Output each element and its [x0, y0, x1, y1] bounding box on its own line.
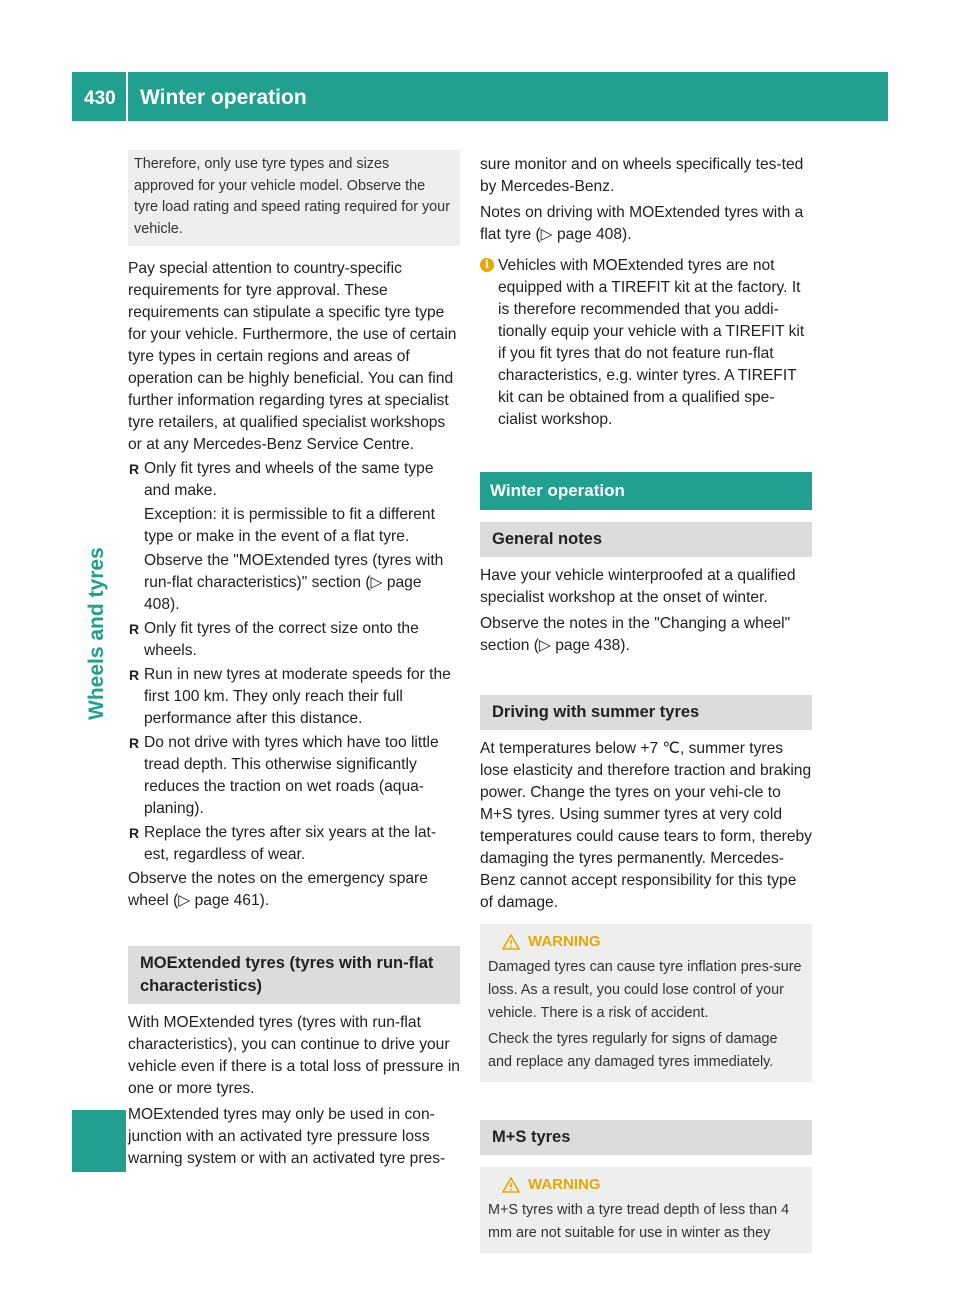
bullet-icon: R — [129, 461, 140, 477]
bullet-icon: R — [129, 735, 140, 751]
moextended-heading: MOExtended tyres (tyres with run-flat characteristics) — [128, 946, 460, 1004]
moextended-paragraph-1: With MOExtended tyres (tyres with run-flat characteristics), you can continue to drive your vehicle even if there is a total loss of pressure in one or more tyres. — [128, 1014, 460, 1097]
general-notes-paragraph-2: Observe the notes in the "Changing a wheel" section (▷ page 438). — [480, 615, 791, 654]
side-tab-block — [72, 1110, 126, 1172]
general-notes-heading: General notes — [480, 522, 812, 557]
warning-box-ms-tyres: WARNING M+S tyres with a tyre tread depth of less than 4 mm are not suitable for use in winter as they — [480, 1167, 812, 1253]
warning-box-damaged-tyres: WARNING Damaged tyres can cause tyre inflation pres-sure loss. As a result, you could lose control of your vehicle. There is a risk of accident. Check the tyres regularly for signs of damage and replace any damaged tyres immediately. — [480, 924, 812, 1082]
tyre-rules-list — [128, 458, 460, 866]
tyre-approval-paragraph: Pay special attention to country-specific requirements for tyre approval. These requirements can stipulate a specific tyre type for your vehicle. Furthermore, the use of certain tyre types in certain regions and areas of operation can be highly beneficial. You can find further information regarding tyres at specialist tyre retailers, at qualified specialist workshops or at any Mercedes-Benz Service Centre. — [128, 260, 457, 453]
continued-paragraph: sure monitor and on wheels specifically tes-ted by Mercedes-Benz. — [480, 156, 804, 195]
bullet-icon: R — [129, 825, 140, 841]
warning-triangle-icon — [502, 934, 520, 950]
warning-header: WARNING — [502, 930, 802, 953]
general-notes-paragraph-1: Have your vehicle winterproofed at a qualified specialist workshop at the onset of winter. — [480, 567, 796, 606]
intro-note-box: Therefore, only use tyre types and sizes approved for your vehicle model. Observe the tyre load rating and speed rating required for your vehicle. — [128, 150, 460, 246]
warning-header: WARNING — [502, 1173, 802, 1196]
summer-tyres-heading: Driving with summer tyres — [480, 695, 812, 730]
header-divider — [126, 72, 128, 121]
flat-tyre-notes-paragraph: Notes on driving with MOExtended tyres with a flat tyre (▷ page 408). — [480, 204, 804, 243]
left-column — [128, 154, 460, 1170]
ms-tyres-heading: M+S tyres — [480, 1120, 812, 1155]
page-title: Winter operation — [140, 86, 307, 109]
list-item: R Only fit tyres of the correct size onto the wheels. — [129, 620, 419, 659]
bullet-icon: R — [129, 667, 140, 683]
winter-operation-heading: Winter operation — [480, 472, 812, 510]
right-column — [480, 154, 812, 1253]
side-tab-label: Wheels and tyres — [85, 547, 108, 720]
info-note: i Vehicles with MOExtended tyres are not equipped with a TIREFIT kit at the factory. It is therefore recommended that you addi-tionally equip your vehicle with a TIREFIT kit if you fit tyres that do not feature run-flat characteristics, e.g. winter tyres. A TIREFIT kit can be obtained from a qualified spe-cialist workshop. — [480, 255, 812, 431]
moextended-paragraph-2: MOExtended tyres may only be used in con-junction with an activated tyre pressure loss warning system or with an activated tyre pres- — [128, 1106, 446, 1167]
page-number: 430 — [84, 88, 116, 109]
info-icon: i — [480, 258, 494, 272]
spare-wheel-paragraph: Observe the notes on the emergency spare wheel (▷ page 461). — [128, 870, 428, 909]
bullet-icon: R — [129, 621, 140, 637]
list-item: R Run in new tyres at moderate speeds for the first 100 km. They only reach their full performance after this distance. — [129, 666, 451, 727]
summer-tyres-paragraph: At temperatures below +7 ℃, summer tyres lose elasticity and therefore traction and braking power. Change the tyres on your vehi-cle to M+S tyres. Using summer tyres at very cold temperatures could cause tears to form, thereby damaging the tyres permanently. Mercedes-Benz cannot accept responsibility for this type of damage. — [480, 740, 812, 911]
list-item: R Replace the tyres after six years at the lat-est, regardless of wear. — [129, 824, 437, 863]
list-item: R Do not drive with tyres which have too little tread depth. This otherwise significantly reduces the traction on wet roads (aqua-planing). — [129, 734, 439, 817]
list-item: R Only fit tyres and wheels of the same type and make. Exception: it is permissible to fit a different type or make in the event of a flat tyre. Observe the "MOExtended tyres (tyres with run-flat characteristics)" section (▷ page 408). — [129, 460, 444, 613]
warning-triangle-icon — [502, 1177, 520, 1193]
